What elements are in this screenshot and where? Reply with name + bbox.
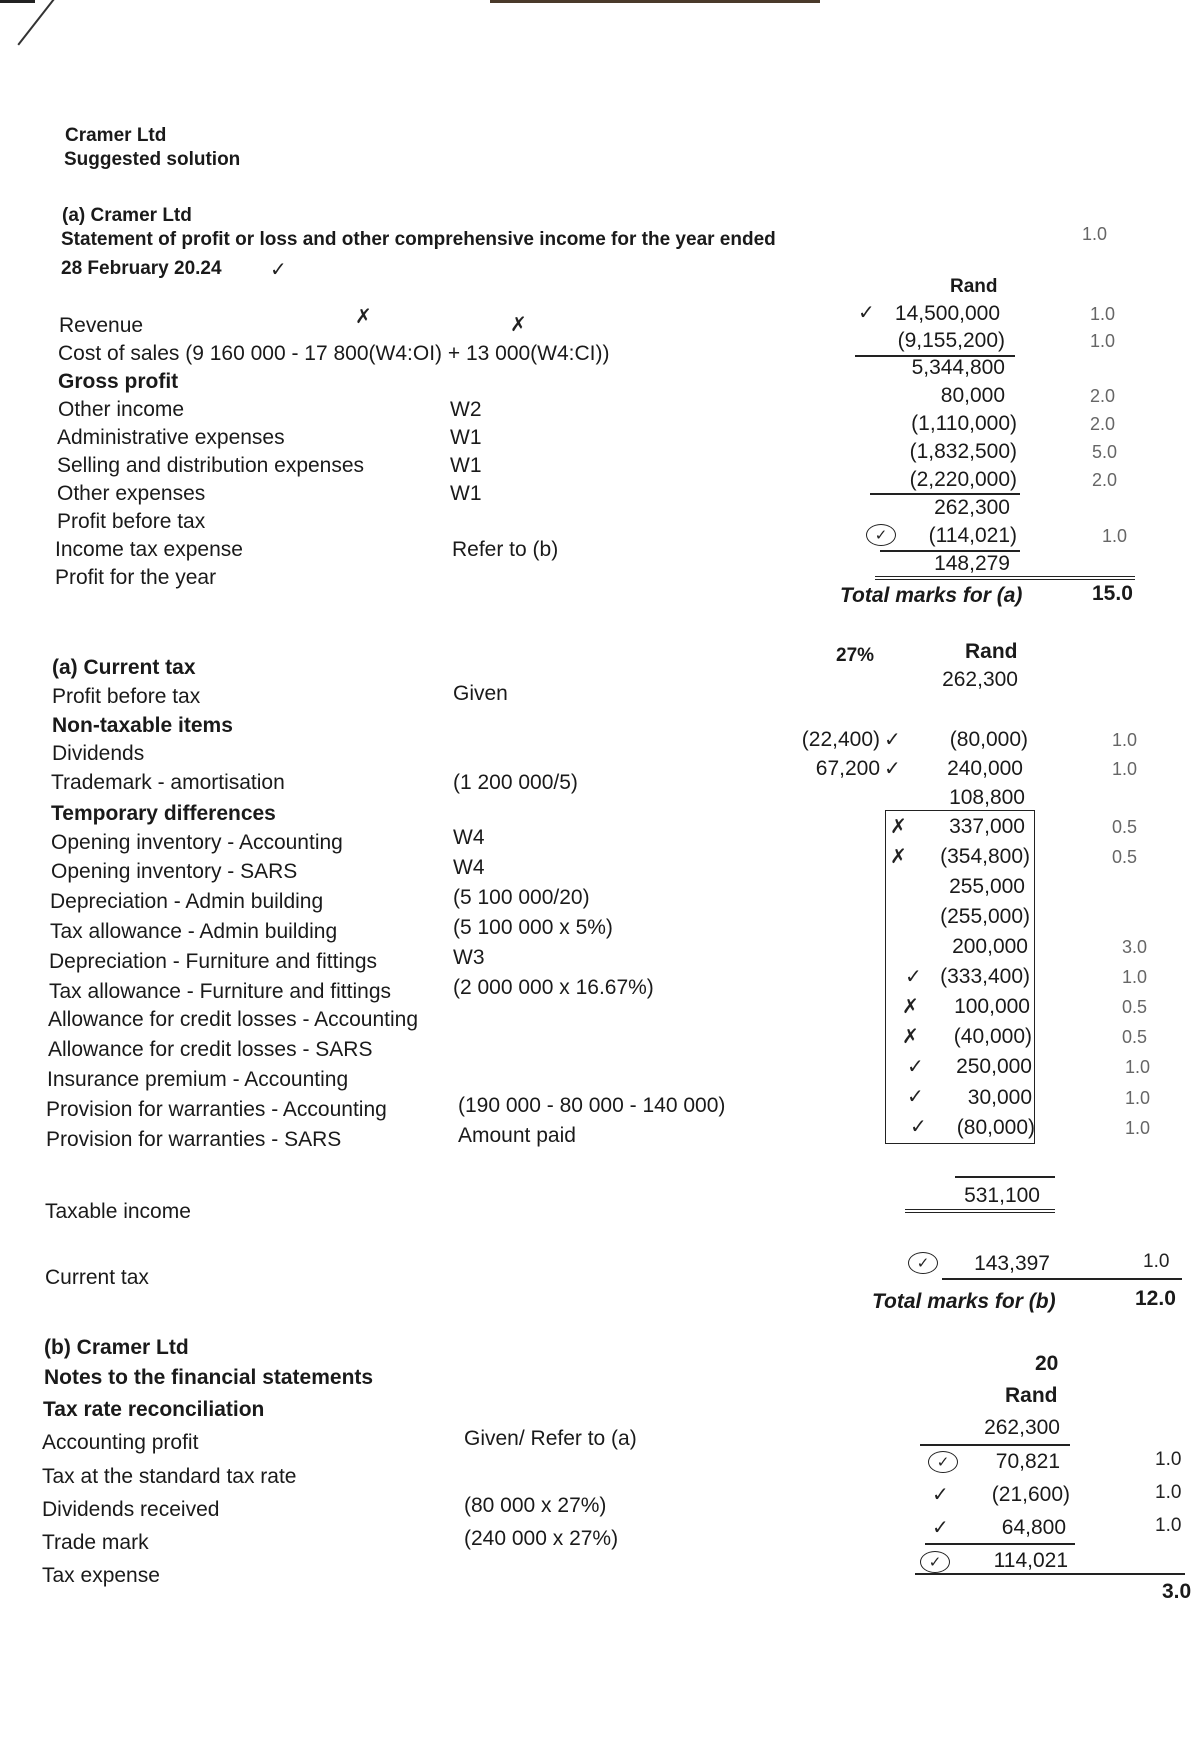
row-label: Cost of sales (9 160 000 - 17 800(W4:OI) + 13 000(W4:CI)) [58,342,610,365]
ct-row-ref: (190 000 - 80 000 - 140 000) [458,1094,726,1117]
row-amount: 80,000 [940,384,1005,407]
row-amount: 5,344,800 [911,356,1005,379]
cross-mark: ✗ [902,1026,919,1048]
check-mark: ✓ [932,1517,949,1539]
ct-row-amount: 200,000 [952,935,1028,958]
ct-row-mark: 1.0 [1125,1088,1151,1108]
ct-row-amount: 337,000 [949,815,1025,838]
cross-mark: ✗ [890,816,907,838]
ct-row-mark: 0.5 [1112,847,1138,867]
ct-row-mark: 1.0 [1122,967,1148,987]
row-ref: Refer to (b) [452,538,559,561]
ct-row-label: Opening inventory - SARS [51,860,298,883]
ct-row-amount: 240,000 [947,757,1023,780]
ct-row-label: Dividends [52,742,145,765]
ct-row-label: Profit before tax [52,685,201,708]
double-underline [875,576,1135,580]
ct-row-ref: Given [453,682,508,705]
row-mark: 1.0 [1090,331,1116,351]
ct-row-mark: 0.5 [1122,1027,1148,1047]
ct-row-mark: 1.0 [1112,730,1138,750]
ct-row-amount: (333,400) [940,965,1030,988]
statement-title: Statement of profit or loss and other comprehensive income for the year ended [61,229,776,250]
ct-row-label: Insurance premium - Accounting [47,1068,349,1091]
circled-check-mark: ✓ [908,1252,938,1274]
ct-row-label: Depreciation - Furniture and fittings [49,950,377,973]
rec-row-amount: (21,600) [991,1483,1070,1506]
row-amount: 262,300 [934,496,1010,519]
row-amount: 148,279 [934,552,1010,575]
ct-tax-effect: (22,400) [801,728,880,751]
ct-row-mark: 1.0 [1125,1057,1151,1077]
rec-row-mark: 1.0 [1155,1482,1182,1503]
circled-check-mark: ✓ [920,1551,950,1573]
section-b-heading: (b) Cramer Ltd [44,1336,189,1359]
rec-row-amount: 64,800 [1001,1516,1066,1539]
ct-row-label: Tax allowance - Furniture and fittings [49,980,391,1003]
ct-row-amount: 262,300 [942,668,1018,691]
ct-row-amount: 30,000 [967,1086,1032,1109]
row-mark: 5.0 [1092,442,1118,462]
row-ref: W1 [450,482,482,505]
check-mark: ✓ [910,1116,927,1138]
row-ref: W1 [450,454,482,477]
taxable-income-label: Taxable income [45,1200,191,1223]
underline [920,1444,1070,1446]
ct-row-ref: (5 100 000 x 5%) [453,916,613,939]
ct-subheading: Temporary differences [51,802,276,825]
underline [942,1278,1182,1280]
rec-row-label: Tax expense [42,1564,160,1587]
check-mark: ✓ [905,966,922,988]
row-label: Profit for the year [55,566,217,589]
rec-row-ref: (80 000 x 27%) [464,1494,607,1517]
row-label: Selling and distribution expenses [57,454,365,477]
ct-row-amount: (80,000) [949,728,1028,751]
ct-row-label: Opening inventory - Accounting [51,831,343,854]
rec-row-label: Accounting profit [42,1431,199,1454]
ct-row-label: Allowance for credit losses - Accounting [48,1008,419,1031]
ct-row-label: Provision for warranties - SARS [46,1128,342,1151]
total-marks-b: 12.0 [1135,1287,1176,1310]
ct-row-label: Provision for warranties - Accounting [46,1098,387,1121]
check-mark: ✓ [884,758,901,780]
row-mark: 2.0 [1090,386,1116,406]
ct-row-label: Depreciation - Admin building [50,890,324,913]
check-mark: ✓ [884,729,901,751]
ct-subheading: Non-taxable items [52,714,233,737]
row-amount: (9,155,200) [897,329,1005,352]
total-marks-a: 15.0 [1092,582,1133,605]
rand-header: Rand [965,640,1018,663]
rec-row-label: Trade mark [42,1531,149,1554]
row-label: Gross profit [58,370,179,393]
ct-row-ref: W3 [453,946,485,969]
ct-row-label: Trademark - amortisation [51,771,285,794]
total-marks-b-label: Total marks for (b) [872,1290,1056,1313]
cross-mark: ✗ [355,306,372,328]
ct-row-label: Tax allowance - Admin building [50,920,338,943]
check-mark: ✓ [270,259,287,281]
row-amount: (114,021) [928,524,1017,547]
ct-row-ref: (5 100 000/20) [453,886,590,909]
current-tax-amount: 143,397 [974,1252,1050,1275]
rec-row-label: Tax at the standard tax rate [42,1465,297,1488]
row-mark: 1.0 [1102,526,1128,546]
cross-mark: ✗ [902,996,919,1018]
underline [955,1176,1055,1178]
tax-rate-header: 27% [836,645,875,666]
page-top-edge [0,0,1200,4]
underline [915,1573,1185,1575]
ct-row-ref: W4 [453,826,485,849]
ct-tax-effect: 67,200 [815,757,880,780]
row-label: Other income [58,398,185,421]
ct-row-amount: (354,800) [940,845,1030,868]
pen-stroke [17,0,55,45]
row-amount: (2,220,000) [909,468,1017,491]
rec-row-amount: 114,021 [993,1549,1068,1572]
statement-date: 28 February 20.24 [61,258,222,279]
ct-row-amount: 100,000 [954,995,1030,1018]
rec-row-ref: Given/ Refer to (a) [464,1427,637,1450]
row-amount: (1,832,500) [909,440,1017,463]
row-amount: 14,500,000 [894,302,1000,325]
ct-row-mark: 0.5 [1122,997,1148,1017]
company-name: Cramer Ltd [65,125,167,146]
ct-row-amount: (80,000) [956,1116,1035,1139]
ct-row-ref: (1 200 000/5) [453,771,578,794]
circled-check-mark: ✓ [928,1451,958,1473]
ct-row-mark: 1.0 [1125,1118,1151,1138]
section-a-heading: (a) Cramer Ltd [62,205,192,226]
check-mark: ✓ [907,1086,924,1108]
row-mark: 2.0 [1090,414,1116,434]
rec-row-label: Dividends received [42,1498,220,1521]
rec-row-amount: 70,821 [995,1450,1060,1473]
ct-row-ref: (2 000 000 x 16.67%) [453,976,654,999]
rec-row-mark: 1.0 [1155,1515,1182,1536]
circled-check-mark: ✓ [866,524,896,546]
ct-row-ref: Amount paid [458,1124,576,1147]
title-mark: 1.0 [1082,224,1108,244]
ct-subtotal: 108,800 [949,786,1025,809]
taxable-income-amount: 531,100 [964,1184,1040,1207]
row-ref: W1 [450,426,482,449]
underline [925,1543,1075,1545]
row-label: Revenue [59,314,144,337]
ct-row-label: Allowance for credit losses - SARS [48,1038,373,1061]
double-underline [905,1209,1055,1213]
ct-row-amount: 250,000 [956,1055,1032,1078]
rec-row-amount: 262,300 [984,1416,1060,1439]
rand-header: Rand [950,276,998,297]
rec-row-ref: (240 000 x 27%) [464,1527,619,1550]
row-amount: (1,110,000) [911,412,1017,435]
rand-header: Rand [1005,1384,1058,1407]
check-mark: ✓ [932,1484,949,1506]
ct-row-mark: 3.0 [1122,937,1148,957]
rec-row-mark: 1.0 [1155,1449,1182,1470]
ct-row-mark: 0.5 [1112,817,1138,837]
current-tax-label: Current tax [45,1266,149,1289]
total-marks-a-label: Total marks for (a) [840,584,1023,607]
cross-mark: ✗ [510,314,527,336]
check-mark: ✓ [858,302,875,324]
document-subtitle: Suggested solution [64,149,241,170]
check-mark: ✓ [907,1056,924,1078]
cross-mark: ✗ [890,846,907,868]
underline [870,493,1020,495]
row-label: Other expenses [57,482,206,505]
row-ref: W2 [450,398,482,421]
row-label: Administrative expenses [57,426,285,449]
ct-row-ref: W4 [453,856,485,879]
current-tax-heading: (a) Current tax [52,656,196,679]
reconciliation-heading: Tax rate reconciliation [43,1398,265,1421]
row-label: Income tax expense [55,538,243,561]
notes-heading: Notes to the financial statements [44,1366,374,1389]
row-label: Profit before tax [57,510,206,533]
ct-row-mark: 1.0 [1112,759,1138,779]
row-mark: 1.0 [1090,304,1116,324]
ct-row-amount: (40,000) [953,1025,1032,1048]
ct-row-amount: (255,000) [940,905,1030,928]
ct-row-amount: 255,000 [949,875,1025,898]
row-mark: 2.0 [1092,470,1118,490]
total-marks-rec: 3.0 [1162,1580,1192,1603]
current-tax-mark: 1.0 [1143,1251,1170,1272]
year-header: 20 [1035,1352,1059,1375]
